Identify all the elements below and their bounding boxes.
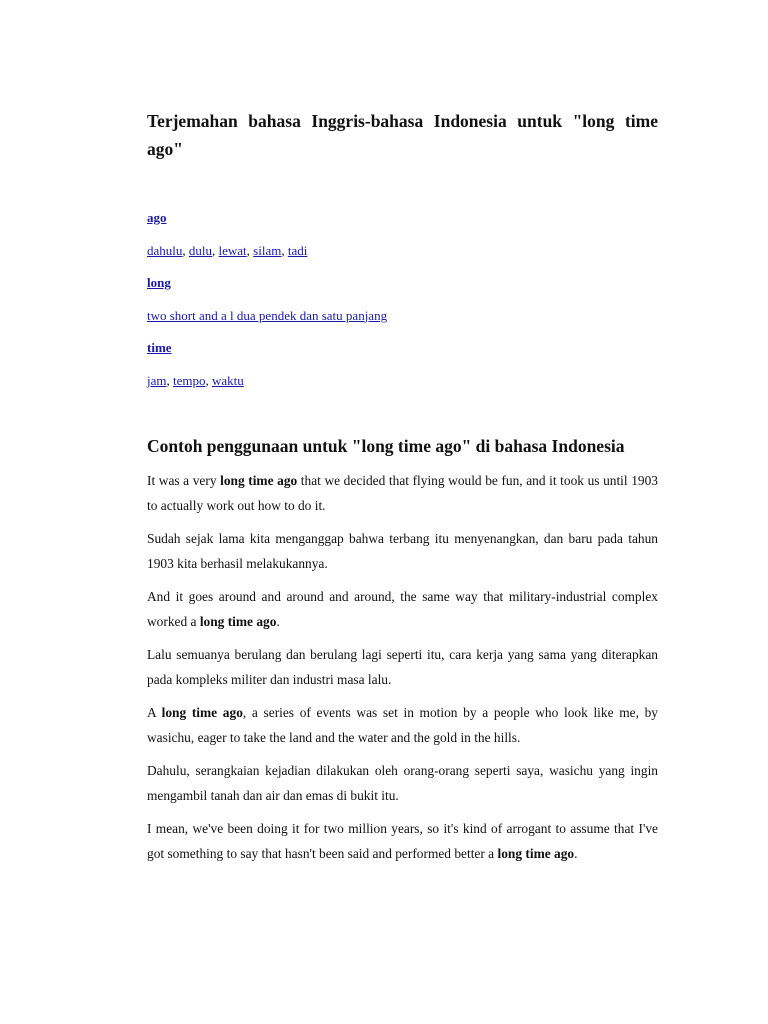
term-link-long[interactable]: long — [147, 275, 171, 290]
translation-link[interactable]: lewat — [218, 242, 247, 258]
example-text: Lalu semuanya berulang dan berulang lagi seperti itu, cara kerja yang sama yang diterapkan pada kompleks militer dan industri masa lalu. — [147, 647, 658, 687]
translation-link[interactable]: two short and a l dua pendek dan satu panjang — [147, 307, 388, 323]
translation-link[interactable]: jam — [147, 372, 167, 388]
term-link-time[interactable]: time — [147, 340, 172, 355]
example-text: that we decided that flying would be fun, and it took us until 1903 to actually work out how to do it. — [147, 473, 658, 513]
separator: , — [205, 372, 212, 388]
separator: , — [212, 242, 219, 258]
example-paragraph — [147, 758, 658, 808]
separator: , — [166, 372, 173, 388]
example-paragraph — [147, 700, 658, 750]
dictionary-term-row — [147, 208, 658, 241]
translation-row-long — [147, 306, 658, 339]
separator: , — [246, 242, 254, 258]
translation-link[interactable]: dulu — [188, 242, 213, 258]
translation-link[interactable]: silam — [253, 242, 282, 258]
example-highlight: long time ago — [220, 473, 298, 488]
example-paragraph — [147, 584, 658, 634]
example-text: I mean, we've been doing it for two million years, so it's kind of arrogant to assume that I've got something to say that hasn't been said and performed better a — [147, 821, 658, 861]
example-paragraph — [147, 526, 658, 576]
example-text: Dahulu, serangkaian kejadian dilakukan oleh orang-orang seperti saya, wasichu yang ingin mengambil tanah dan air dan emas di bukit itu. — [147, 763, 658, 803]
separator: , — [182, 242, 189, 258]
example-text: And it goes around and around and around, the same way that military-industrial complex worked a — [147, 589, 658, 629]
examples-list — [147, 468, 658, 874]
example-text: Sudah sejak lama kita menganggap bahwa terbang itu menyenangkan, dan baru pada tahun 1903 kita berhasil melakukannya. — [147, 531, 658, 571]
example-text: . — [276, 614, 280, 629]
translation-row-time — [147, 371, 658, 404]
translation-link[interactable]: tadi — [287, 242, 308, 258]
example-paragraph — [147, 468, 658, 518]
translation-link[interactable]: waktu — [212, 372, 244, 388]
translation-link[interactable]: dahulu — [147, 242, 183, 258]
translation-link[interactable]: tempo — [173, 372, 206, 388]
translation-row-ago — [147, 241, 658, 274]
example-highlight: long time ago — [199, 614, 277, 629]
example-paragraph — [147, 642, 658, 692]
example-highlight: long time ago — [161, 705, 243, 720]
dictionary-term-row — [147, 338, 658, 371]
separator: , — [281, 242, 288, 258]
example-text: . — [574, 846, 578, 861]
examples-heading: Contoh penggunaan untuk "long time ago" di bahasa Indonesia — [147, 436, 625, 456]
page-title: Terjemahan bahasa Inggris-bahasa Indonesia untuk "long time ago" — [147, 111, 658, 159]
example-text: , a series of events was set in motion by a people who look like me, by wasichu, eager to take the land and the water and the gold in the hills. — [147, 705, 658, 745]
example-text: A — [147, 705, 162, 720]
example-text: It was a very — [147, 473, 221, 488]
example-paragraph — [147, 816, 658, 866]
dictionary-list — [147, 208, 658, 403]
example-highlight: long time ago — [497, 846, 575, 861]
term-link-ago[interactable]: ago — [147, 210, 167, 225]
dictionary-term-row — [147, 273, 658, 306]
